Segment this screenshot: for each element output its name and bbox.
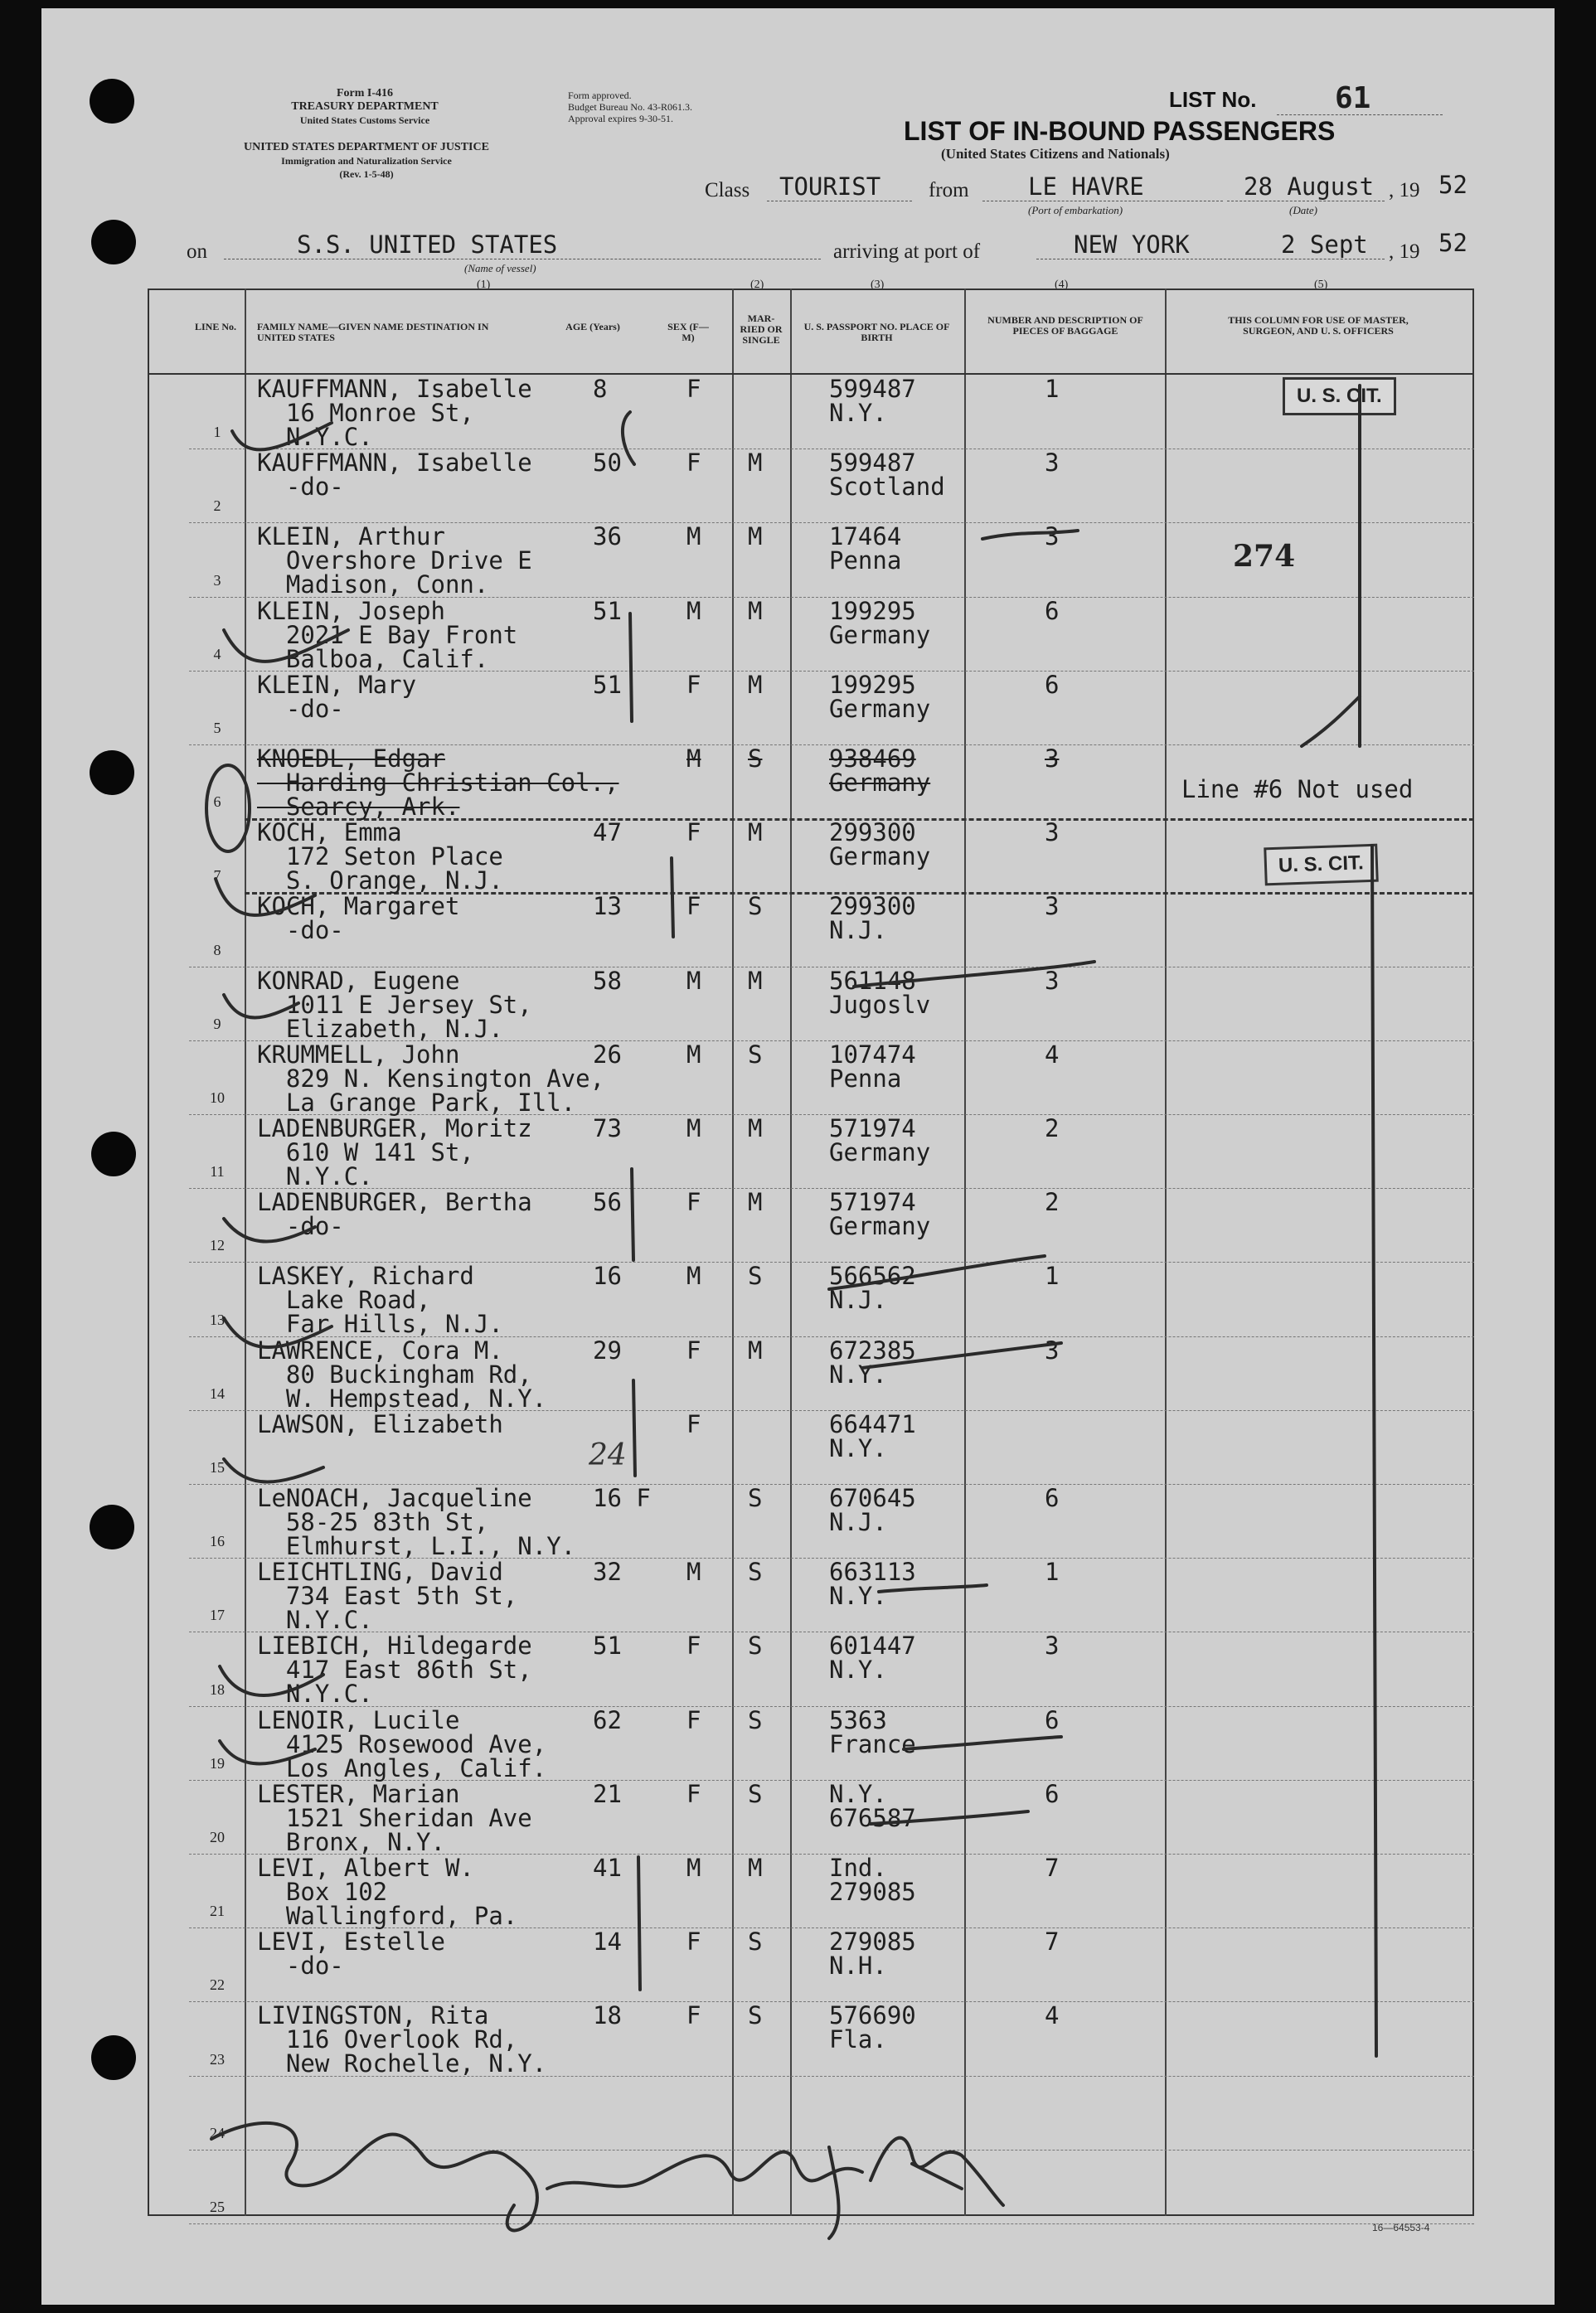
cell-l1: KAUFFMANN, Isabelle bbox=[257, 375, 532, 403]
cell-age: 41 bbox=[593, 1854, 622, 1882]
cell-ms: M bbox=[748, 1114, 763, 1142]
cell-ms: S bbox=[748, 1779, 763, 1808]
cell-pp: Ind. bbox=[829, 1854, 887, 1882]
cell-pp: 299300 bbox=[829, 892, 916, 921]
line-number: 9 bbox=[213, 1015, 221, 1032]
cell-age: 26 bbox=[593, 1040, 622, 1069]
cell-sex: M bbox=[686, 744, 701, 773]
cell-l1: KLEIN, Arthur bbox=[257, 522, 445, 551]
cell-age: 32 bbox=[593, 1558, 622, 1587]
line-number: 11 bbox=[210, 1163, 225, 1181]
line-number: 15 bbox=[210, 1459, 225, 1476]
cell-pp: 299300 bbox=[829, 818, 916, 847]
cell-l2: 1011 E Jersey St, bbox=[257, 990, 532, 1019]
cell-pp: 199295 bbox=[829, 596, 916, 625]
cell-l2: Harding Christian Col., bbox=[257, 769, 619, 797]
cell-sex: F bbox=[686, 818, 701, 847]
handwritten-age-note: 24 bbox=[589, 1438, 627, 1472]
cell-l2: 734 East 5th St, bbox=[257, 1582, 518, 1611]
cell-pp: 199295 bbox=[829, 670, 916, 699]
cell-age: 58 bbox=[593, 966, 622, 995]
line-number: 1 bbox=[213, 424, 221, 441]
col-header-married: MAR- RIED OR SINGLE bbox=[740, 313, 783, 346]
cell-bag: 6 bbox=[1045, 596, 1060, 625]
cell-l3: New Rochelle, N.Y. bbox=[257, 2049, 547, 2078]
cell-pp: 107474 bbox=[829, 1040, 916, 1069]
cell-pp: N.Y. bbox=[829, 1779, 887, 1808]
cell-l3: Elizabeth, N.J. bbox=[257, 1014, 503, 1043]
cell-l1: LAWSON, Elizabeth bbox=[257, 1409, 503, 1438]
us-citizen-stamp: U. S. CIT. bbox=[1264, 844, 1378, 886]
cell-l1: LAWRENCE, Cora M. bbox=[257, 1336, 503, 1365]
cell-age: 16 F bbox=[593, 1484, 651, 1512]
dept-justice: UNITED STATES DEPARTMENT OF JUSTICE bbox=[244, 141, 489, 153]
cell-sex: M bbox=[686, 1854, 701, 1882]
cell-age: 51 bbox=[593, 596, 622, 625]
cell-ms: S bbox=[748, 744, 763, 773]
cell-pob: N.Y. bbox=[829, 1582, 887, 1611]
cell-bag: 1 bbox=[1045, 1558, 1060, 1587]
cell-pob: 676587 bbox=[829, 1803, 916, 1832]
cell-sex: M bbox=[686, 1558, 701, 1587]
column-number: (5) bbox=[1314, 279, 1328, 291]
cell-pob: Germany bbox=[829, 694, 931, 723]
line-number: 10 bbox=[210, 1089, 225, 1106]
col-header-line-no: LINE No. bbox=[194, 321, 236, 332]
cell-l1: KLEIN, Joseph bbox=[257, 596, 445, 625]
cell-l1: LIVINGSTON, Rita bbox=[257, 2001, 489, 2030]
line-number: 12 bbox=[210, 1237, 225, 1254]
cell-l1: LeNOACH, Jacqueline bbox=[257, 1484, 532, 1512]
vessel-caption: (Name of vessel) bbox=[464, 262, 536, 274]
form-number: Form I-416 bbox=[336, 87, 394, 99]
depart-year-prefix: , 19 bbox=[1389, 179, 1420, 201]
cell-l1: KLEIN, Mary bbox=[257, 670, 417, 699]
col-header-name: FAMILY NAME—GIVEN NAME DESTINATION IN UNITED STATES bbox=[257, 321, 489, 343]
line-number: 3 bbox=[213, 571, 221, 589]
cell-l3: S. Orange, N.J. bbox=[257, 866, 503, 895]
cell-pob: N.J. bbox=[829, 1286, 887, 1315]
cell-sex: F bbox=[686, 670, 701, 699]
cell-l1: KNOEDL, Edgar bbox=[257, 744, 445, 773]
us-citizen-stamp: U. S. CIT. bbox=[1283, 377, 1396, 415]
col-header-age: AGE (Years) bbox=[565, 321, 620, 332]
cell-ms: M bbox=[748, 966, 763, 995]
cell-bag: 4 bbox=[1045, 1040, 1060, 1069]
cell-pob: Penna bbox=[829, 546, 902, 575]
footer-code: 16—64553-4 bbox=[1372, 2222, 1430, 2233]
cell-l2: 16 Monroe St, bbox=[257, 399, 474, 427]
date-caption: (Date) bbox=[1289, 204, 1317, 216]
column-number: (3) bbox=[871, 279, 885, 291]
line-number: 5 bbox=[213, 720, 221, 736]
cell-age: 16 bbox=[593, 1262, 622, 1291]
col-header-sex: SEX (F—M) bbox=[667, 321, 709, 343]
cell-ms: M bbox=[748, 1188, 763, 1217]
cell-pob: Scotland bbox=[829, 473, 945, 502]
approval-line-1: Form approved. bbox=[568, 90, 632, 101]
cell-pp: 279085 bbox=[829, 1928, 916, 1957]
line-number: 23 bbox=[210, 2050, 225, 2068]
cell-pp: 561148 bbox=[829, 966, 916, 995]
cell-bag: 3 bbox=[1045, 892, 1060, 921]
cell-age: 51 bbox=[593, 1632, 622, 1661]
cell-l1: LASKEY, Richard bbox=[257, 1262, 474, 1291]
cell-age: 18 bbox=[593, 2001, 622, 2030]
cell-pob: N.Y. bbox=[829, 1433, 887, 1462]
line-number: 18 bbox=[210, 1680, 225, 1698]
cell-age: 14 bbox=[593, 1928, 622, 1957]
cell-bag: 3 bbox=[1045, 818, 1060, 847]
cell-pp: 17464 bbox=[829, 522, 902, 551]
cell-sex: F bbox=[686, 892, 701, 921]
cell-sex: M bbox=[686, 1114, 701, 1142]
line-number: 24 bbox=[210, 2124, 225, 2141]
cell-l1: KOCH, Margaret bbox=[257, 892, 460, 921]
cell-sex: F bbox=[686, 1779, 701, 1808]
col-header-officers: THIS COLUMN FOR USE OF MASTER, SURGEON, AND U. S. OFFICERS bbox=[1228, 314, 1409, 337]
cell-l2: 172 Seton Place bbox=[257, 842, 503, 871]
col-header-baggage: NUMBER AND DESCRIPTION OF PIECES OF BAGGAGE bbox=[987, 314, 1143, 337]
cell-bag: 1 bbox=[1045, 375, 1060, 403]
cell-l3: Wallingford, Pa. bbox=[257, 1902, 518, 1930]
cell-l1: KONRAD, Eugene bbox=[257, 966, 460, 995]
cell-l2: 1521 Sheridan Ave bbox=[257, 1803, 532, 1832]
cell-l1: LESTER, Marian bbox=[257, 1779, 460, 1808]
cell-pob: Jugoslv bbox=[829, 990, 931, 1019]
cell-ms: S bbox=[748, 1558, 763, 1587]
line-number: 8 bbox=[213, 941, 221, 958]
cell-sex: F bbox=[686, 2001, 701, 2030]
cell-bag: 6 bbox=[1045, 670, 1060, 699]
cell-l1: KOCH, Emma bbox=[257, 818, 402, 847]
cell-sex: F bbox=[686, 1409, 701, 1438]
cell-bag: 3 bbox=[1045, 744, 1060, 773]
arrival-port: NEW YORK bbox=[1074, 230, 1190, 259]
cell-sex: F bbox=[686, 1705, 701, 1734]
cell-l1: LADENBURGER, Bertha bbox=[257, 1188, 532, 1217]
cell-pp: 670645 bbox=[829, 1484, 916, 1512]
cell-l3: Bronx, N.Y. bbox=[257, 1827, 445, 1856]
col-header-passport: U. S. PASSPORT NO. PLACE OF BIRTH bbox=[803, 321, 950, 343]
cell-bag: 6 bbox=[1045, 1705, 1060, 1734]
cell-l3: N.Y.C. bbox=[257, 1162, 373, 1190]
cell-pp: 576690 bbox=[829, 2001, 916, 2030]
cell-l3: N.Y.C. bbox=[257, 1606, 373, 1635]
line-number: 14 bbox=[210, 1384, 225, 1402]
dept-treasury-sub: United States Customs Service bbox=[299, 114, 430, 126]
cell-l1: LENOIR, Lucile bbox=[257, 1705, 460, 1734]
cell-sex: M bbox=[686, 596, 701, 625]
cell-ms: S bbox=[748, 1705, 763, 1734]
cell-ms: S bbox=[748, 1632, 763, 1661]
cell-l2: 829 N. Kensington Ave, bbox=[257, 1064, 605, 1093]
cell-sex: F bbox=[686, 375, 701, 403]
form-revision: (Rev. 1-5-48) bbox=[339, 168, 394, 180]
cell-l2: -do- bbox=[257, 1212, 344, 1241]
cell-ms: S bbox=[748, 1040, 763, 1069]
cell-l2: 417 East 86th St, bbox=[257, 1656, 532, 1685]
cell-l1: KAUFFMANN, Isabelle bbox=[257, 449, 532, 478]
approval-line-3: Approval expires 9-30-51. bbox=[568, 113, 673, 124]
cell-l1: KRUMMELL, John bbox=[257, 1040, 460, 1069]
line-number: 22 bbox=[210, 1976, 225, 1994]
cell-sex: M bbox=[686, 522, 701, 551]
cell-l1: LEVI, Estelle bbox=[257, 1928, 445, 1957]
cell-bag: 3 bbox=[1045, 1632, 1060, 1661]
dept-treasury: TREASURY DEPARTMENT bbox=[291, 100, 439, 113]
cell-l3: N.Y.C. bbox=[257, 1680, 373, 1709]
cell-ms: M bbox=[748, 596, 763, 625]
cell-pp: 566562 bbox=[829, 1262, 916, 1291]
cell-pob: Germany bbox=[829, 769, 931, 797]
line-number: 20 bbox=[210, 1829, 225, 1845]
embark-caption: (Port of embarkation) bbox=[1028, 204, 1123, 216]
cell-age: 51 bbox=[593, 670, 622, 699]
cell-l2: -do- bbox=[257, 473, 344, 502]
cell-l2: 4125 Rosewood Ave, bbox=[257, 1729, 547, 1758]
cell-l3: Madison, Conn. bbox=[257, 570, 489, 599]
line-number: 6 bbox=[213, 793, 221, 811]
line-number: 4 bbox=[213, 645, 221, 662]
cell-l2: 80 Buckingham Rd, bbox=[257, 1360, 532, 1389]
cell-bag: 1 bbox=[1045, 1262, 1060, 1291]
cell-l2: Overshore Drive E bbox=[257, 546, 532, 575]
page-title: LIST OF IN-BOUND PASSENGERS bbox=[904, 116, 1336, 146]
cell-l3: Searcy, Ark. bbox=[257, 793, 460, 821]
cell-pob: N.Y. bbox=[829, 1656, 887, 1685]
cell-bag: 6 bbox=[1045, 1779, 1060, 1808]
passenger-count: 274 bbox=[1233, 539, 1296, 574]
cell-pob: N.Y. bbox=[829, 399, 887, 427]
dept-justice-sub: Immigration and Naturalization Service bbox=[281, 155, 452, 167]
cell-sex: F bbox=[686, 449, 701, 478]
depart-year: 52 bbox=[1438, 171, 1467, 199]
cell-age: 29 bbox=[593, 1336, 622, 1365]
cell-l2: 58-25 83th St, bbox=[257, 1508, 489, 1536]
cell-l3: W. Hempstead, N.Y. bbox=[257, 1384, 547, 1413]
line-number: 2 bbox=[213, 497, 221, 515]
cell-bag: 4 bbox=[1045, 2001, 1060, 2030]
cell-pp: 664471 bbox=[829, 1409, 916, 1438]
arriving-label: arriving at port of bbox=[833, 240, 981, 263]
vessel-name: S.S. UNITED STATES bbox=[297, 230, 558, 259]
cell-pp: 938469 bbox=[829, 744, 916, 773]
line-number: 25 bbox=[210, 2199, 225, 2215]
cell-l3: Elmhurst, L.I., N.Y. bbox=[257, 1532, 576, 1560]
cell-pp: 599487 bbox=[829, 449, 916, 478]
depart-date: 28 August bbox=[1244, 172, 1375, 201]
cell-pob: Penna bbox=[829, 1064, 902, 1093]
cell-l2: Lake Road, bbox=[257, 1286, 431, 1315]
cell-pob: Fla. bbox=[829, 2025, 887, 2054]
cell-bag: 7 bbox=[1045, 1854, 1060, 1882]
cell-pp: 672385 bbox=[829, 1336, 916, 1365]
cell-l2: 116 Overlook Rd, bbox=[257, 2025, 518, 2054]
column-number: (2) bbox=[750, 279, 764, 291]
cell-l2: 610 W 141 St, bbox=[257, 1138, 474, 1166]
cell-pob: Germany bbox=[829, 1212, 931, 1241]
cell-l2: -do- bbox=[257, 1952, 344, 1981]
cell-pob: Germany bbox=[829, 1138, 931, 1166]
from-label: from bbox=[929, 179, 969, 201]
cell-ms: M bbox=[748, 522, 763, 551]
cell-l2: -do- bbox=[257, 694, 344, 723]
cell-ms: M bbox=[748, 818, 763, 847]
cell-age: 13 bbox=[593, 892, 622, 921]
cell-ms: M bbox=[748, 449, 763, 478]
cell-pob: N.J. bbox=[829, 1508, 887, 1536]
cell-sex: M bbox=[686, 1040, 701, 1069]
cell-l2: 2021 E Bay Front bbox=[257, 620, 518, 649]
cell-bag: 3 bbox=[1045, 522, 1060, 551]
arrival-year-prefix: , 19 bbox=[1389, 240, 1420, 263]
cell-ms: S bbox=[748, 1928, 763, 1957]
arrival-date: 2 Sept bbox=[1281, 230, 1368, 259]
line-number: 16 bbox=[210, 1533, 225, 1550]
cell-pob: N.H. bbox=[829, 1952, 887, 1981]
cell-age: 47 bbox=[593, 818, 622, 847]
cell-sex: F bbox=[686, 1928, 701, 1957]
line-number: 13 bbox=[210, 1311, 225, 1328]
cell-l3: Far Hills, N.J. bbox=[257, 1310, 503, 1339]
cell-bag: 2 bbox=[1045, 1114, 1060, 1142]
list-label: LIST No. bbox=[1169, 87, 1257, 112]
cell-pob: N.J. bbox=[829, 916, 887, 945]
cell-pob: France bbox=[829, 1729, 916, 1758]
cell-bag: 3 bbox=[1045, 1336, 1060, 1365]
cell-sex: F bbox=[686, 1632, 701, 1661]
approval-line-2: Budget Bureau No. 43-R061.3. bbox=[568, 101, 692, 113]
column-number: (4) bbox=[1055, 279, 1069, 291]
embark-port: LE HAVRE bbox=[1028, 172, 1144, 201]
cell-ms: S bbox=[748, 2001, 763, 2030]
cell-l3: N.Y.C. bbox=[257, 423, 373, 451]
cell-age: 21 bbox=[593, 1779, 622, 1808]
cell-pp: 571974 bbox=[829, 1188, 916, 1217]
cell-sex: M bbox=[686, 1262, 701, 1291]
cell-l1: LEICHTLING, David bbox=[257, 1558, 503, 1587]
line-number: 17 bbox=[210, 1607, 225, 1624]
cell-age: 50 bbox=[593, 449, 622, 478]
cell-pp: 571974 bbox=[829, 1114, 916, 1142]
line-not-used-note: Line #6 Not used bbox=[1181, 775, 1414, 803]
cell-pp: 601447 bbox=[829, 1632, 916, 1661]
cell-l1: LADENBURGER, Moritz bbox=[257, 1114, 532, 1142]
cell-bag: 6 bbox=[1045, 1484, 1060, 1512]
cell-age: 36 bbox=[593, 522, 622, 551]
cell-l1: LEVI, Albert W. bbox=[257, 1854, 474, 1882]
cell-pob: 279085 bbox=[829, 1878, 916, 1906]
cell-bag: 3 bbox=[1045, 449, 1060, 478]
cell-sex: F bbox=[686, 1188, 701, 1217]
cell-ms: S bbox=[748, 1262, 763, 1291]
cell-l2: Box 102 bbox=[257, 1878, 388, 1906]
cell-l1: LIEBICH, Hildegarde bbox=[257, 1632, 532, 1661]
cell-pp: 599487 bbox=[829, 375, 916, 403]
cell-l3: Los Angles, Calif. bbox=[257, 1753, 547, 1782]
line-number: 21 bbox=[210, 1903, 225, 1920]
cell-bag: 3 bbox=[1045, 966, 1060, 995]
cell-pp: 5363 bbox=[829, 1705, 887, 1734]
cell-sex: M bbox=[686, 966, 701, 995]
cell-sex: F bbox=[686, 1336, 701, 1365]
cell-pp: 663113 bbox=[829, 1558, 916, 1587]
line-number: 19 bbox=[210, 1754, 225, 1772]
class-value: TOURIST bbox=[779, 172, 881, 201]
cell-pob: Germany bbox=[829, 620, 931, 649]
page-subtitle: (United States Citizens and Nationals) bbox=[941, 146, 1170, 162]
cell-ms: M bbox=[748, 1336, 763, 1365]
cell-l3: Balboa, Calif. bbox=[257, 644, 489, 673]
cell-pob: N.Y. bbox=[829, 1360, 887, 1389]
cell-l3: La Grange Park, Ill. bbox=[257, 1088, 576, 1117]
cell-l2: -do- bbox=[257, 916, 344, 945]
column-number: (1) bbox=[477, 279, 491, 291]
cell-ms: M bbox=[748, 1854, 763, 1882]
cell-age: 62 bbox=[593, 1705, 622, 1734]
cell-bag: 2 bbox=[1045, 1188, 1060, 1217]
line-number: 7 bbox=[213, 867, 221, 885]
cell-age: 56 bbox=[593, 1188, 622, 1217]
cell-ms: S bbox=[748, 1484, 763, 1512]
cell-ms: S bbox=[748, 892, 763, 921]
cell-bag: 7 bbox=[1045, 1928, 1060, 1957]
class-label: Class bbox=[705, 179, 750, 201]
cell-ms: M bbox=[748, 670, 763, 699]
arrival-year: 52 bbox=[1438, 229, 1467, 257]
cell-age: 8 bbox=[593, 375, 608, 403]
list-number: 61 bbox=[1335, 81, 1371, 115]
cell-age: 73 bbox=[593, 1114, 622, 1142]
on-label: on bbox=[187, 240, 207, 263]
cell-pob: Germany bbox=[829, 842, 931, 871]
